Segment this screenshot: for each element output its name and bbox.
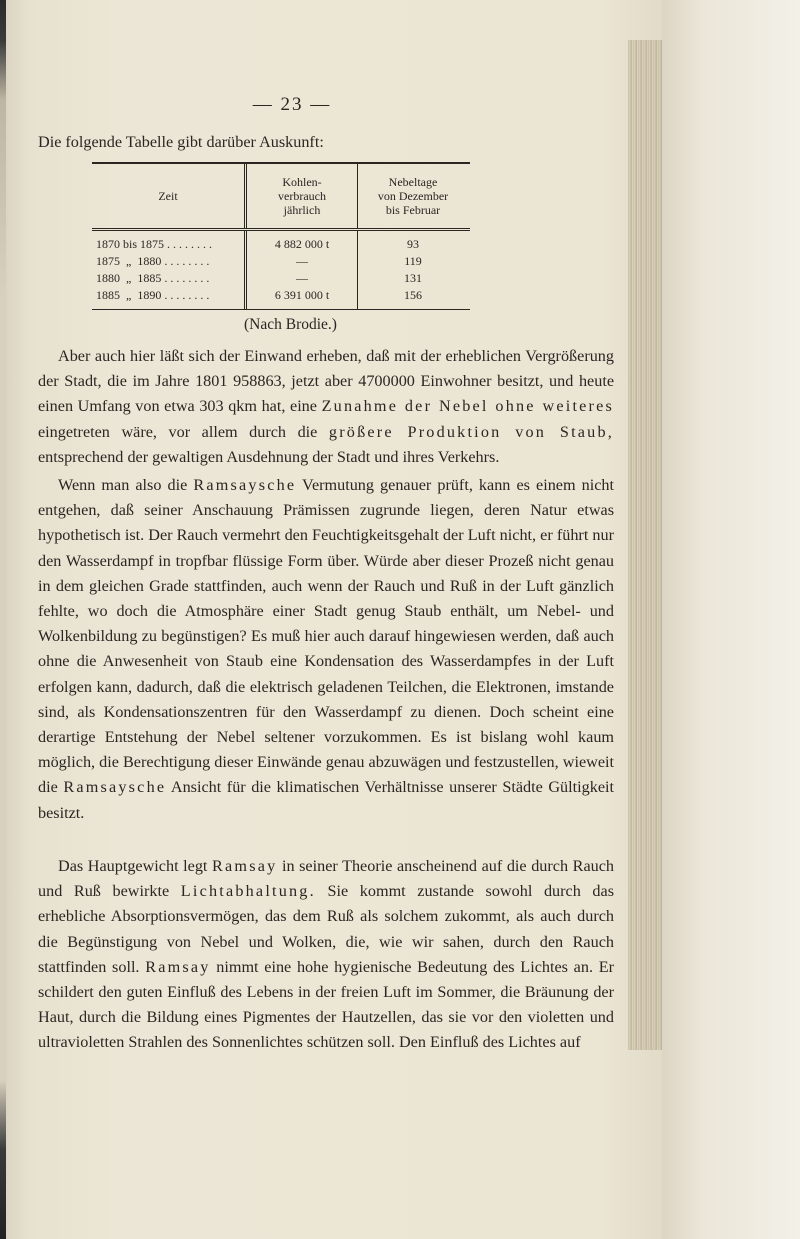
- table-cell: 1870 bis 1875 . . . . . . . .: [96, 237, 213, 251]
- table-cell: —: [296, 254, 308, 268]
- table-body: [92, 231, 470, 309]
- header-zeit: Zeit: [158, 189, 178, 203]
- table-cell: 4 882 000 t: [274, 237, 330, 251]
- table-cell: 1885 „ 1890 . . . . . . . .: [96, 288, 210, 302]
- book-left-edge: [0, 0, 6, 1239]
- data-table: [92, 162, 470, 310]
- table-cell: —: [296, 271, 308, 285]
- table-source: (Nach Brodie.): [244, 316, 337, 333]
- table-cell: 131: [404, 271, 422, 285]
- paragraph-2: Wenn man also die Ramsaysche Vermutung genauer prüft, kann es einem nicht entgehen, daß seiner Anschauung Prämissen zugrunde liegen, deren Natur etwas hypothetisch ist. Der Rauch vermehrt den Feuchtigkeitsgehalt der Luft nicht, er führt nur den Wasserdampf in tropfbar flüssige Form über. Würde aber dieser Prozeß nicht genau in dem gleichen Grade stattfinden, auch wenn der Rauch und Ruß in der Luft gänzlich fehlte, wo doch die Atmosphäre einer Stadt genug Staub enthält, um Nebel- und Wolkenbildung zu begünstigen? Es muß hier auch darauf hingewiesen werden, daß auch ohne die Anwesenheit von Staub eine Kondensation des Wasserdampfes in der Luft erfolgen kann, dadurch, daß die elektrisch geladenen Teilchen, die Elektronen, imstande sind, als Kondensationszentren für den Wasserdampf zu dienen. Doch scheint eine derartige Entstehung der Nebel seltener vorzukommen. Es ist bislang wohl kaum möglich, die Berechtigung dieser Einwände genau abzuwägen und festzustellen, wieweit die Ramsaysche Ansicht für die klimatischen Verhältnisse unserer Städte Gültigkeit besitzt.: [38, 476, 615, 822]
- intro-text: Die folgende Tabelle gibt darüber Auskunft:: [38, 133, 324, 151]
- paragraph-1: Aber auch hier läßt sich der Einwand erheben, daß mit der erheblichen Vergrößerung der Stadt, die im Jahre 1801 958863, jetzt aber 4700000 Einwohner besitzt, und heute einen Umfang von etwa 303 qkm hat, eine Zunahme der Nebel ohne weiteres eingetreten wäre, vor allem durch die größere Produktion von Staub, entsprechend der gewaltigen Ausdehnung der Stadt und ihres Verkehrs.: [38, 347, 614, 466]
- table-cell: 156: [404, 288, 422, 302]
- column-nebel: [357, 231, 468, 309]
- table-cell: 93: [407, 237, 419, 251]
- table-bottom-rule: [92, 309, 470, 310]
- column-zeit: [92, 231, 244, 309]
- book-right-margin: [662, 0, 800, 1239]
- column-kohlen: [244, 231, 357, 309]
- book-page-edges: [628, 40, 662, 1050]
- table-cell: 1875 „ 1880 . . . . . . . .: [96, 254, 210, 268]
- table-cell: 119: [404, 254, 422, 268]
- header-nebel: Nebeltage von Dezember bis Februar: [357, 164, 468, 228]
- paragraph-3: Das Hauptgewicht legt Ramsay in seiner Theorie anscheinend auf die durch Rauch und Ruß bewirkte Lichtabhaltung. Sie kommt zustande sowohl durch das erhebliche Absorptionsvermögen, das dem Ruß als solchem zukommt, als auch durch die Begünstigung von Nebel und Wolken, die, wie wir sahen, durch den Rauch stattfinden soll. Ramsay nimmt eine hohe hygienische Bedeutung des Lichtes an. Er schildert den guten Einfluß des Lebens in der freien Luft im Sommer, die Bräunung der Haut, durch die Bildung eines Pigmentes der Hautzellen, das sie vor den violetten und ultravioletten Strahlen des Sonnenlichtes schützen soll. Den Einfluß des Lichtes auf: [38, 857, 615, 1052]
- table-cell: 1880 „ 1885 . . . . . . . .: [96, 271, 210, 285]
- header-kohlen: Kohlen- verbrauch jährlich: [244, 164, 357, 228]
- table-header: [92, 164, 470, 231]
- table-cell: 6 391 000 t: [274, 288, 330, 302]
- page-number: — 23 —: [252, 94, 332, 115]
